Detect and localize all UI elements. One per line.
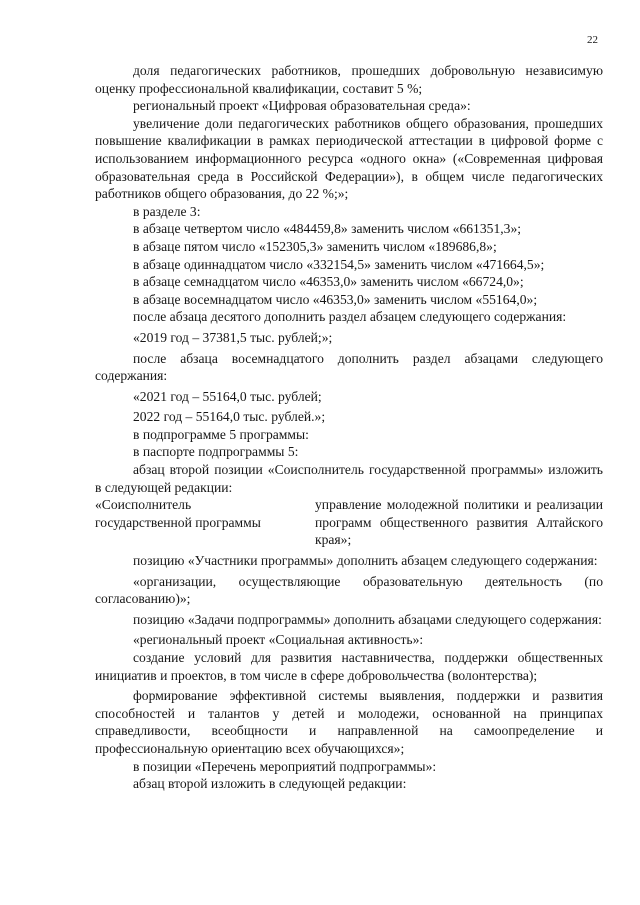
document-body xyxy=(95,62,603,793)
paragraph: «региональный проект «Социальная активность»: xyxy=(133,632,424,648)
paragraph: в абзаце семнадцатом число «46353,0» заменить числом «66724,0»; xyxy=(133,274,524,290)
paragraph: абзац второй позиции «Соисполнитель государственной программы» изложить в следующей редакции: xyxy=(95,462,603,495)
paragraph: «2021 год – 55164,0 тыс. рублей; xyxy=(133,388,322,404)
page-number: 22 xyxy=(587,34,598,46)
paragraph: формирование эффективной системы выявления, поддержки и развития способностей и талантов у детей и молодежи, основанной на принципах справедливости, всеобщности и направленной на самоопределение и профессиональную ориентацию всех обучающихся»; xyxy=(95,688,603,756)
paragraph: в паспорте подпрограммы 5: xyxy=(133,444,299,460)
paragraph: в абзаце восемнадцатом число «46353,0» заменить числом «55164,0»; xyxy=(133,291,538,307)
table-cell-left-line: государственной программы xyxy=(95,514,261,530)
paragraph: «2019 год – 37381,5 тыс. рублей;»; xyxy=(133,329,333,345)
paragraph: увеличение доли педагогических работников общего образования, прошедших повышение квалификации в рамках периодической аттестации в цифровой форме с использованием информационного ресурса «одного окна» («Современная цифровая образовательная среда в Российской Федерации»), в общем числе педагогических работников общего образования, до 22 %;»; xyxy=(95,115,603,202)
table-cell-right: управление молодежной политики и реализации программ общественного развития Алтайского края»; xyxy=(315,497,603,548)
paragraph: в абзаце четвертом число «484459,8» заменить числом «661351,3»; xyxy=(133,221,522,237)
table-cell-left-line: «Соисполнитель xyxy=(95,497,192,513)
paragraph: доля педагогических работников, прошедших добровольную независимую оценку профессиональной квалификации, составит 5 %; xyxy=(95,63,603,96)
table-cell-left xyxy=(95,496,315,549)
paragraph: «организации, осуществляющие образовательную деятельность (по согласованию)»; xyxy=(95,573,603,607)
paragraph: абзац второй изложить в следующей редакции: xyxy=(133,776,407,792)
paragraph: в разделе 3: xyxy=(133,203,201,219)
paragraph: позицию «Задачи подпрограммы» дополнить абзацами следующего содержания: xyxy=(133,611,602,627)
paragraph: 2022 год – 55164,0 тыс. рублей.»; xyxy=(133,409,326,425)
coexecutor-table-row xyxy=(95,496,603,549)
paragraph: после абзаца восемнадцатого дополнить раздел абзацами следующего содержания: xyxy=(95,350,603,384)
paragraph: создание условий для развития наставничества, поддержки общественных инициатив и проектов, в том числе в сфере добровольчества (волонтерства); xyxy=(95,650,603,683)
paragraph: в абзаце одиннадцатом число «332154,5» заменить числом «471664,5»; xyxy=(133,256,545,272)
paragraph: региональный проект «Цифровая образовательная среда»: xyxy=(133,98,471,114)
paragraph: после абзаца десятого дополнить раздел абзацем следующего содержания: xyxy=(133,309,567,325)
paragraph: в подпрограмме 5 программы: xyxy=(133,426,309,442)
paragraph: в абзаце пятом число «152305,3» заменить числом «189686,8»; xyxy=(133,238,497,254)
paragraph: в позиции «Перечень мероприятий подпрограммы»: xyxy=(133,758,437,774)
paragraph: позицию «Участники программы» дополнить абзацем следующего содержания: xyxy=(133,553,598,569)
